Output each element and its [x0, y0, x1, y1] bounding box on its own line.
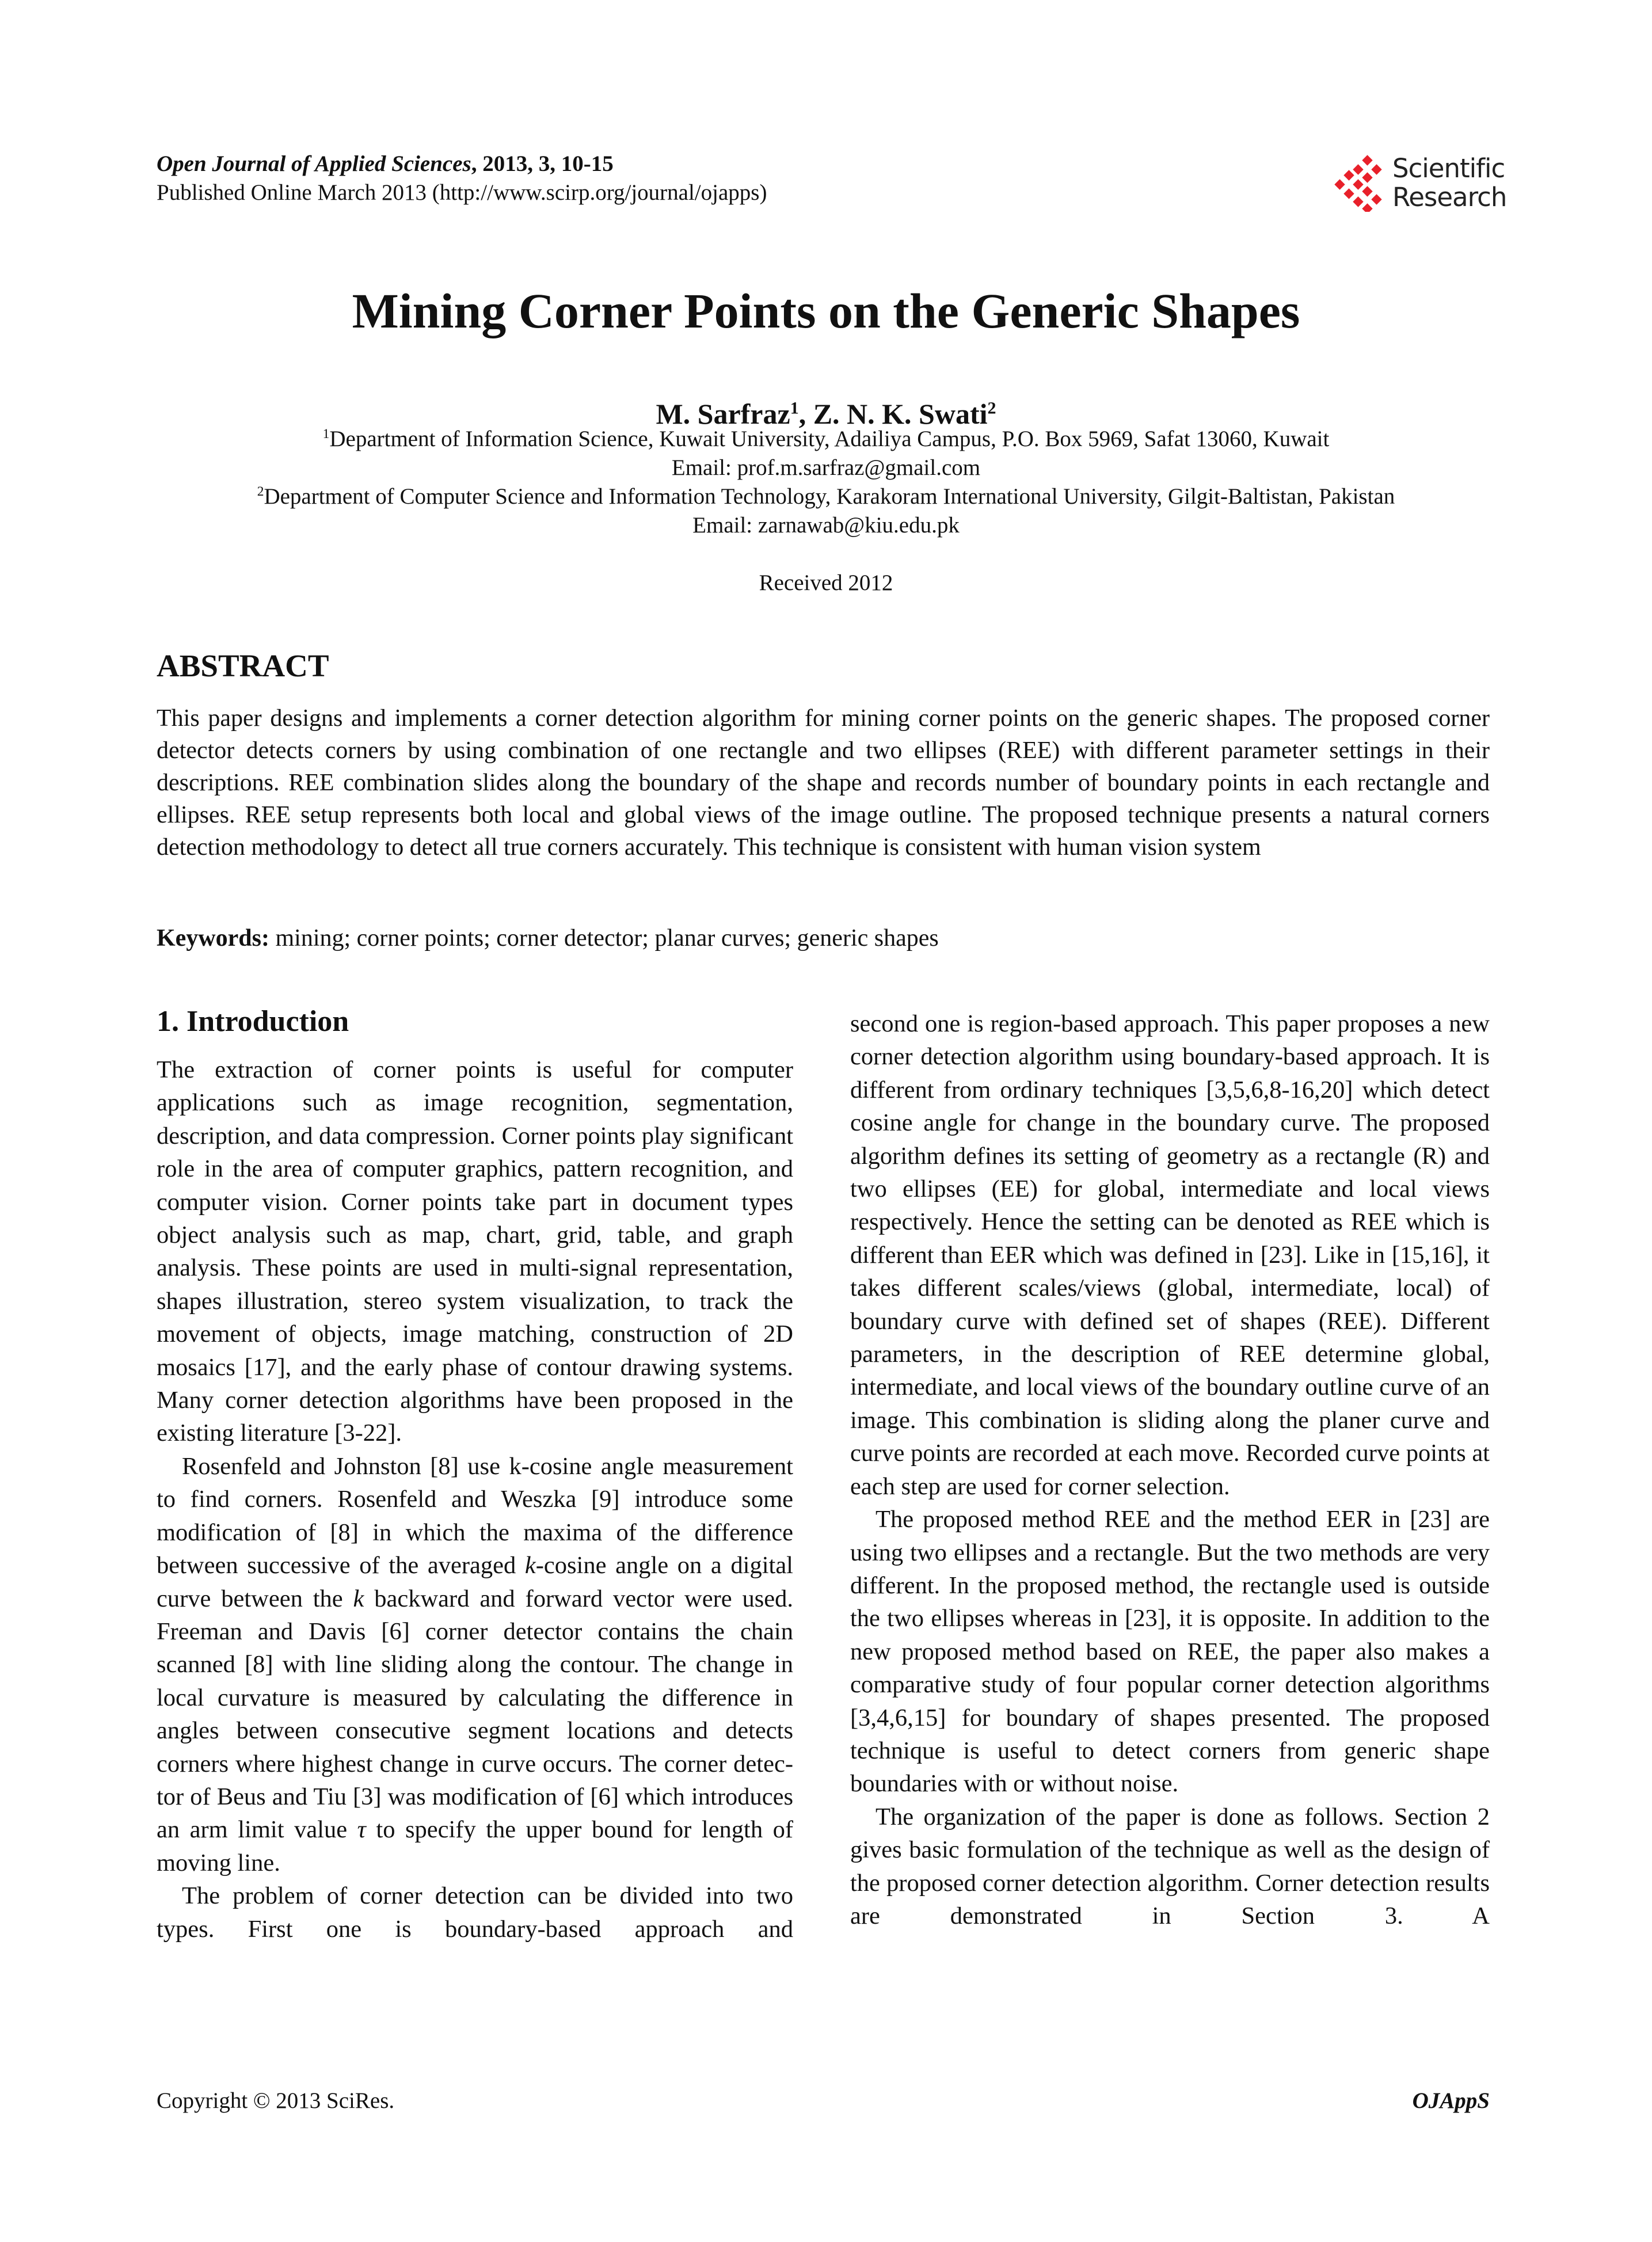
journal-volume-pages: , 2013, 3, 10-15	[471, 151, 614, 176]
footer-journal-abbrev: OJAppS	[1412, 2088, 1490, 2113]
affiliation-1-email[interactable]: Email: prof.m.sarfraz@gmail.com	[671, 455, 981, 480]
p2-text-a: Rosenfeld and Johnston [8] use k-cosine angle measurement to find corners. Rosenfeld and Weszka [9] introduce some modification of [8] in which the maxima of the difference between successive of the averaged	[157, 1452, 793, 1579]
p2-text-b: -cosine angle on a digital curve between the	[157, 1552, 793, 1612]
abstract-heading: ABSTRACT	[157, 648, 329, 683]
publisher-logo	[1331, 151, 1507, 215]
affiliation-2-email[interactable]: Email: zarnawab@kiu.edu.pk	[692, 513, 960, 538]
author-1-affiliation-mark: 1	[790, 398, 799, 418]
section-heading-introduction: 1. Introduction	[157, 1005, 349, 1038]
abstract-text: This paper designs and implements a corner detection algorithm for mining corner points on the generic shapes. The proposed corner detector detects corners by using combination of one rectangle and two ellipses (REE) with different parameter settings in their descriptions. REE combination slides along the boundary of the shape and records number of boundary points in each rectangle and ellipses. REE setup represents both local and global views of the image outline. The proposed technique presents a natural corners detection methodology to detect all true corners accurately. This technique is consistent with human vision system	[157, 705, 1490, 861]
affiliation-2-text: Department of Computer Science and Information Technology, Karakoram International University, Gilgit-Baltistan, Pakistan	[264, 484, 1395, 509]
published-online-line: Published Online March 2013 (http://www.scirp.org/journal/ojapps)	[157, 180, 767, 205]
intro-paragraph-2	[157, 1450, 793, 1879]
keywords	[157, 924, 939, 952]
intro-paragraph-5: The organization of the paper is done as follows. Section 2 gives basic formulation of the technique as well as the design of the proposed corner detection algorithm. Corner detection results are demonstrated in Section 3. A	[850, 1803, 1490, 1929]
p2-text-c: backward and forward vector were used. Freeman and Davis [6] corner detector contains the chain scanned [8] with line sliding along the contour. The change in local curvature is measured by calculating the difference in angles between consecutive segment locations and detects corners where highest change in curve occurs. The corner detector of Beus and Tiu [3] was modification of [6] which introduces an arm limit value	[157, 1585, 793, 1844]
author-2: Z. N. K. Swati	[813, 398, 988, 430]
intro-paragraph-3-continued: second one is region-based approach. This paper proposes a new corner detection algorithm using boundary-based approach. It is different from ordinary techniques [3,5,6,8-16,20] which detect cosine angle for change in the boundary curve. The proposed algorithm defines its setting of geometry as a rectangle (R) and two ellipses (EE) for global, intermediate and local views respectively. Hence the setting can be denoted as REE which is different than EER which was defined in [23]. Like in [15,16], it takes different scales/views (global, intermediate, local) of boundary curve with defined set of shapes (REE). Different parameters, in the description of REE determine global, intermediate, and local views of the boundary outline curve of an image. This combination is sliding along the planer curve and curve points are recorded at each move. Recorded curve points at each step are used for corner selection.	[850, 1010, 1490, 1500]
intro-paragraph-4: The proposed method REE and the method EER in [23] are using two ellipses and a rectangle. But the two methods are very different. In the proposed method, the rectangle used is outside the two ellipses whereas in [23], it is opposite. In addition to the new proposed method based on REE, the paper also makes a comparative study of four popular corner detection algorithms [3,4,6,15] for boundary of shapes presented. The proposed technique is useful to detect corners from generic shape boundaries with or without noise.	[850, 1506, 1490, 1798]
intro-paragraph-3-start: The problem of corner detection can be divided into two types. First one is boundary-based approach and	[157, 1882, 793, 1943]
keywords-label: Keywords:	[157, 925, 269, 951]
left-column	[157, 1002, 793, 1946]
p2-var-k: k	[353, 1585, 364, 1612]
received-date: Received 2012	[759, 570, 893, 595]
affiliation-1-mark: 1	[322, 427, 330, 441]
publisher-name	[1392, 154, 1506, 212]
affiliation-1-text: Department of Information Science, Kuwait University, Adailiya Campus, P.O. Box 5969, Safat 13060, Kuwait	[329, 427, 1330, 451]
paper-title: Mining Corner Points on the Generic Shapes	[352, 283, 1300, 338]
footer-copyright: Copyright © 2013 SciRes.	[157, 2088, 395, 2113]
p2-text-d: to specify the upper bound for length of moving line.	[157, 1816, 793, 1876]
journal-citation	[157, 151, 614, 177]
keywords-list: mining; corner points; corner detector; planar curves; generic shapes	[269, 925, 939, 951]
affiliation-2	[0, 484, 1652, 509]
diamond-cluster-icon	[1331, 154, 1389, 212]
affiliation-1	[0, 426, 1652, 452]
affiliation-2-mark: 2	[257, 484, 264, 499]
journal-name: Open Journal of Applied Sciences	[157, 151, 471, 176]
intro-paragraph-1: The extraction of corner points is useful for computer applications such as image recognition, segmentation, description, and data compression. Corner points play significant role in the area of computer graphics, pattern recognition, and computer vision. Corner points take part in document types object analysis such as map, chart, grid, table, and graph analysis. These points are used in multi-signal representation, shapes illustration, stereo system visualization, to track the movement of objects, image matching, construction of 2D mosaics [17], and the early phase of contour drawing systems. Many corner detection algorithms have been proposed in the existing literature [3-22].	[157, 1056, 793, 1447]
author-separator: ,	[798, 398, 813, 430]
author-1: M. Sarfraz	[656, 398, 790, 430]
publisher-name-line2: Research	[1392, 182, 1507, 212]
right-column	[850, 1007, 1490, 1932]
p2-var-k: k	[524, 1552, 536, 1579]
p2-var-tau: τ	[357, 1816, 366, 1844]
publisher-name-line1: Scientific	[1392, 153, 1505, 184]
author-2-affiliation-mark: 2	[987, 398, 996, 418]
